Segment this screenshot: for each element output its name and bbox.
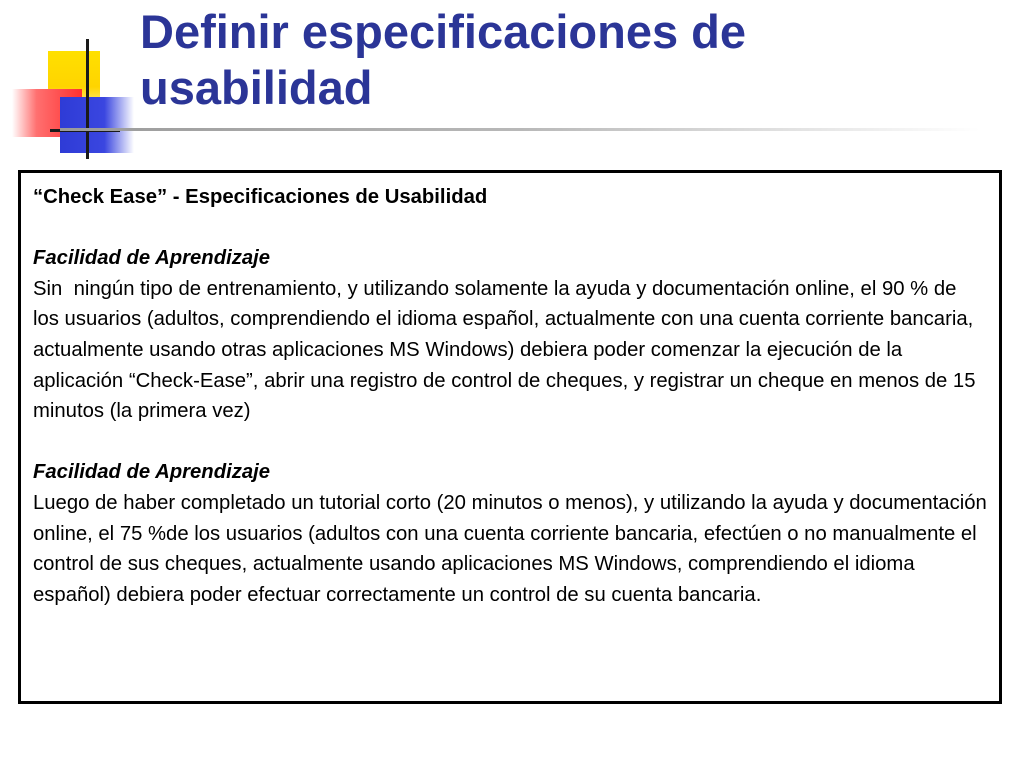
section-heading-1: Facilidad de Aprendizaje [33,247,271,270]
box-heading: “Check Ease” - Especificaciones de Usabilidad [33,186,488,208]
title-divider [60,128,980,131]
logo-vertical-line [86,39,89,159]
slide-title: Definir especificaciones de usabilidad [140,5,747,114]
logo-blue-square [60,97,134,153]
spacer [33,427,987,458]
decorative-squares-logo [10,35,140,160]
specification-box [18,170,1002,704]
section-heading-2: Facilidad de Aprendizaje [33,461,271,484]
spacer [33,213,987,244]
section-text-2: Luego de haber completado un tutorial corto (20 minutos o menos), y utilizando la ayuda y documentación online, el 75 %de los usuarios (adultos con una cuenta corriente bancaria, efectúen o no manualmente el control de sus cheques, actualmente usando aplicaciones MS Windows, comprendiendo el idioma español) debiera poder efectuar correctamente un control de su cuenta bancaria. [33,491,993,606]
section-text-1: Sin ningún tipo de entrenamiento, y utilizando solamente la ayuda y documentación online, el 90 % de los usuarios (adultos, comprendiendo el idioma español, actualmente con una cuenta corriente bancaria, actualmente usando otras aplicaciones MS Windows) debiera poder comenzar la ejecución de la aplicación “Check-Ease”, abrir una registro de control de cheques, y registrar un cheque en menos de 15 minutos (la primera vez) [33,277,982,423]
